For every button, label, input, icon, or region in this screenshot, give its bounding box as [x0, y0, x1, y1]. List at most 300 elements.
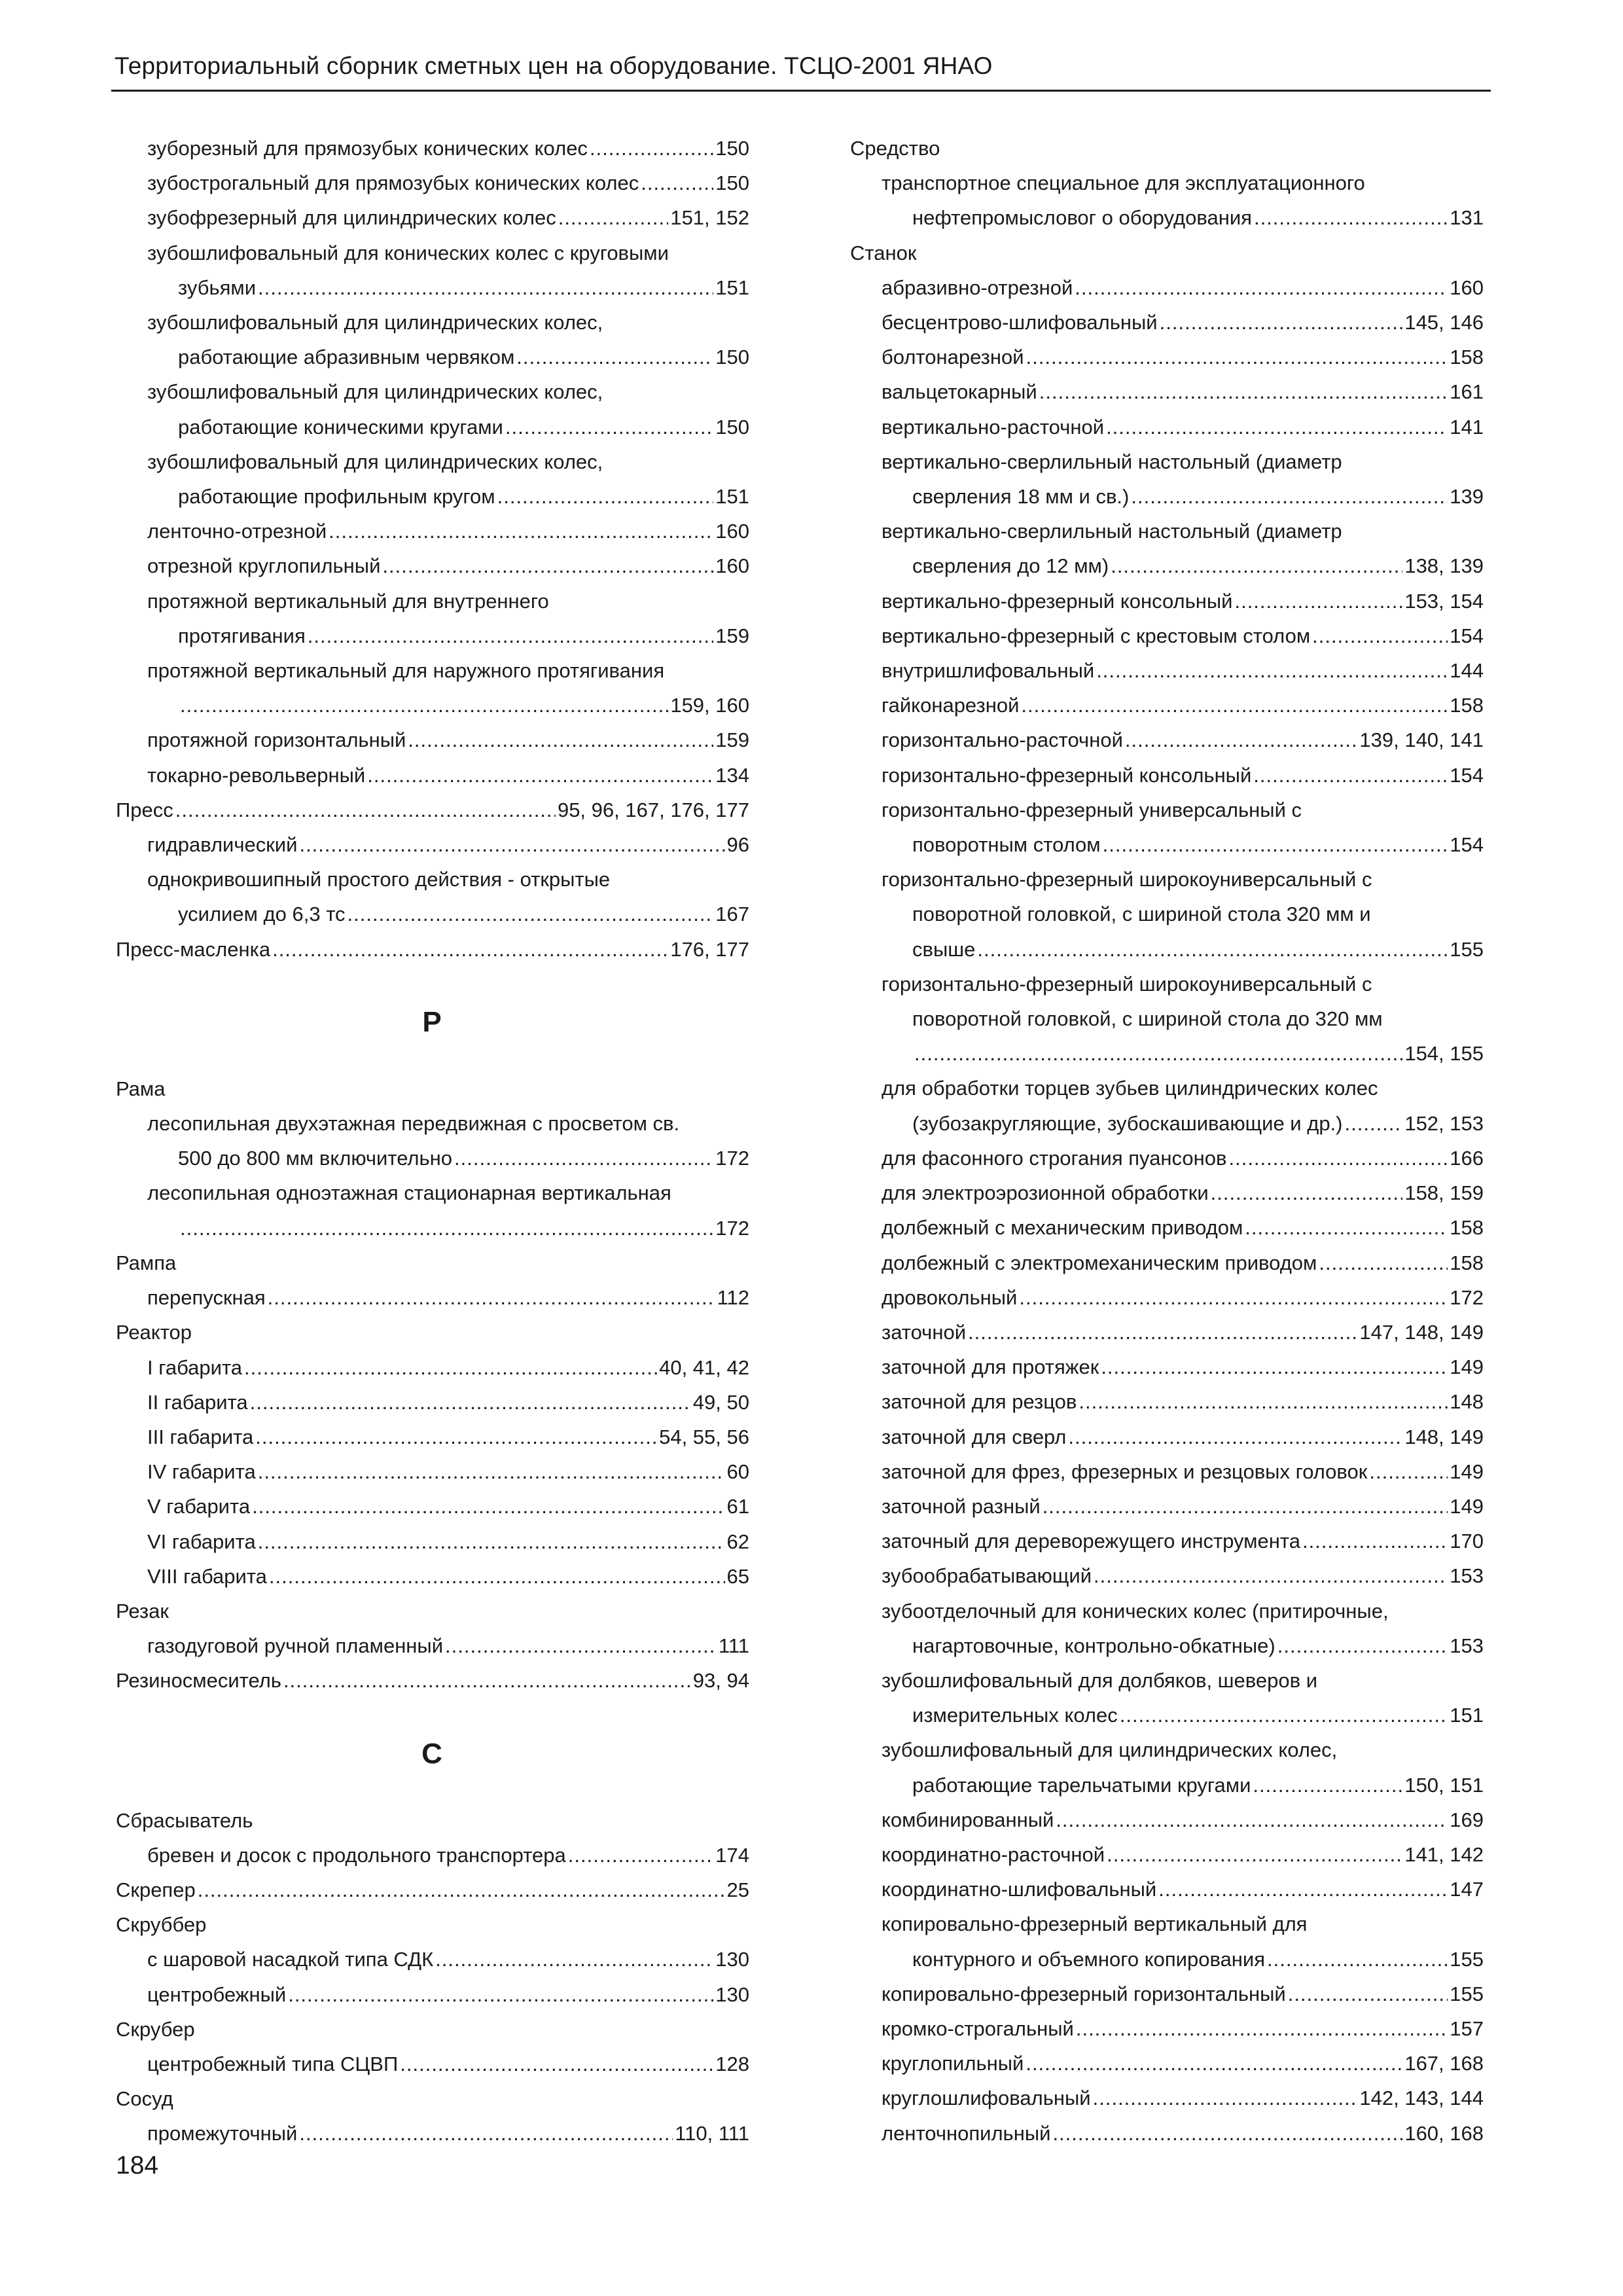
index-page-ref: 174 [715, 1843, 749, 1867]
index-entry [849, 1803, 1484, 1837]
index-entry [115, 1489, 749, 1524]
index-entry-line [849, 758, 1484, 793]
dot-leader [382, 548, 713, 583]
index-page-ref: 176, 177 [670, 937, 749, 961]
index-entry [115, 305, 749, 374]
index-entry [115, 548, 749, 583]
index-entry-line [115, 1524, 749, 1559]
index-entry [115, 1628, 749, 1663]
index-page-ref: 159 [715, 624, 749, 647]
index-term: болтонарезной [882, 346, 1024, 369]
index-entry-line [849, 1594, 1484, 1628]
index-page-ref: 154 [1450, 833, 1484, 857]
index-term: промежуточный [147, 2122, 298, 2145]
index-term: Средство [850, 137, 940, 160]
dot-leader [198, 1873, 725, 1907]
index-term: ленточно-отрезной [147, 520, 327, 543]
index-entry-line [115, 1663, 749, 1698]
index-entry-line [849, 1454, 1484, 1489]
index-entry-line [115, 653, 749, 688]
index-entry [849, 1315, 1484, 1350]
index-page-ref: 160 [715, 520, 749, 543]
dot-leader [1039, 374, 1448, 409]
index-entry-line [115, 305, 749, 340]
index-entry-line [849, 619, 1484, 653]
index-entry [115, 1803, 749, 1838]
dot-leader [558, 200, 669, 235]
index-page-ref: 151 [1450, 1704, 1484, 1727]
index-entry-line [849, 1628, 1484, 1663]
index-entry-line [849, 1071, 1484, 1105]
index-entry [115, 584, 749, 653]
index-entry [115, 1106, 749, 1175]
index-entry [849, 1977, 1484, 2011]
index-entry [849, 653, 1484, 688]
index-page-ref: 158 [1450, 1251, 1484, 1274]
index-term: лесопильная двухэтажная передвижная с просветом св. [147, 1112, 680, 1136]
dot-leader [1106, 410, 1448, 444]
index-page-ref: 158 [1450, 694, 1484, 717]
index-entry [849, 340, 1484, 374]
index-term: газодуговой ручной пламенный [147, 1634, 444, 1658]
dot-leader [258, 1454, 725, 1489]
index-term: протяжной горизонтальный [147, 728, 406, 752]
index-term: вертикально-сверлильный настольный (диаметр [882, 520, 1342, 543]
index-page-ref: 154, 155 [1404, 1042, 1484, 1066]
index-entry [115, 1350, 749, 1385]
index-term: поворотной головкой, с шириной стола до 320 мм [912, 1007, 1383, 1031]
index-entry-line [849, 1350, 1484, 1384]
index-entry-line [849, 827, 1484, 862]
index-page-ref: 172 [715, 1216, 749, 1240]
index-term: нефтепромысловог о оборудования [912, 206, 1252, 230]
index-entry-line [849, 932, 1484, 967]
dot-leader [1267, 1942, 1448, 1977]
index-term: вертикально-фрезерный с крестовым столом [882, 624, 1311, 647]
index-page-ref: 159, 160 [670, 694, 749, 717]
index-entry-line [115, 270, 749, 305]
dot-leader [299, 827, 724, 862]
index-term: протяжной вертикальный для внутреннего [147, 589, 549, 613]
index-term: работающие тарельчатыми кругами [912, 1773, 1251, 1797]
index-page-ref: 62 [726, 1530, 749, 1553]
index-term: долбежный с механическим приводом [882, 1216, 1243, 1240]
dot-leader [1019, 1280, 1448, 1315]
dot-leader [308, 619, 713, 653]
index-entry [849, 1558, 1484, 1593]
index-page-ref: 131 [1450, 206, 1484, 230]
index-term: с шаровой насадкой типа СДК [147, 1948, 434, 1971]
index-term: долбежный с электромеханическим приводом [882, 1251, 1317, 1274]
index-entry [849, 1280, 1484, 1315]
index-term: горизонтально-фрезерный широкоуниверсальный с [882, 972, 1372, 996]
index-entry [115, 1594, 749, 1628]
index-entry-line [849, 2116, 1484, 2151]
index-term: бесцентрово-шлифовальный [882, 311, 1158, 334]
index-entry [849, 584, 1484, 619]
index-page-ref: 93, 94 [692, 1669, 749, 1693]
index-entry-line [849, 1141, 1484, 1175]
index-entry-line [849, 1175, 1484, 1210]
index-term: протяжной вертикальный для наружного протягивания [147, 659, 665, 683]
index-page-ref: 130 [715, 1982, 749, 2006]
index-term: работающие профильным кругом [178, 485, 495, 509]
index-entry-line [115, 1594, 749, 1628]
index-entry [849, 131, 1484, 166]
index-entry-line [849, 410, 1484, 444]
index-page-ref: 155 [1450, 1947, 1484, 1971]
index-entry [849, 1524, 1484, 1558]
index-page-ref: 172 [715, 1147, 749, 1170]
dot-leader [497, 479, 714, 514]
index-entry-line [115, 1873, 749, 1907]
dot-leader [1101, 1350, 1448, 1384]
dot-leader [244, 1350, 657, 1385]
index-term: VI габарита [147, 1530, 256, 1553]
index-entry-line [849, 1384, 1484, 1419]
index-term: заточной для протяжек [882, 1355, 1099, 1379]
index-page-ref: 153, 154 [1404, 589, 1484, 613]
index-page-ref: 49, 50 [692, 1390, 749, 1414]
dot-leader [250, 1385, 691, 1420]
index-term: координатно-расточной [882, 1842, 1105, 1866]
index-entry-line [849, 793, 1484, 827]
index-entry [849, 2081, 1484, 2115]
dot-leader [1079, 1384, 1448, 1419]
index-entry-line [115, 479, 749, 514]
index-entry [115, 1315, 749, 1350]
index-entry-line [849, 1524, 1484, 1558]
dot-leader [505, 410, 713, 444]
index-page-ref: 160 [1450, 276, 1484, 299]
index-entry-line [849, 862, 1484, 897]
index-entry-line [849, 897, 1484, 931]
index-term: гайконарезной [882, 694, 1020, 717]
index-entry-line [849, 967, 1484, 1001]
index-page-ref: 167, 168 [1404, 2052, 1484, 2075]
index-page-ref: 155 [1450, 1982, 1484, 2005]
index-page-ref: 149 [1450, 1494, 1484, 1518]
index-entry [849, 1907, 1484, 1976]
index-page-ref: 169 [1450, 1808, 1484, 1831]
index-entry [115, 1663, 749, 1698]
dot-leader [1026, 2046, 1402, 2081]
index-entry [849, 723, 1484, 757]
index-page-ref: 139, 140, 141 [1359, 728, 1484, 752]
page-header-title: Территориальный сборник сметных цен на оборудование. ТСЦО-2001 ЯНАО [115, 52, 993, 79]
index-page-ref: 149 [1450, 1460, 1484, 1483]
index-page-ref: 148, 149 [1404, 1425, 1484, 1448]
dot-leader [1131, 479, 1448, 514]
index-entry [849, 1732, 1484, 1802]
index-term: копировально-фрезерный горизонтальный [882, 1982, 1286, 2005]
dot-leader [1253, 758, 1448, 793]
index-entry-line [115, 1454, 749, 1489]
index-page-ref: 150, 151 [1404, 1773, 1484, 1797]
index-entry-line [115, 862, 749, 897]
dot-leader [408, 723, 713, 757]
index-entry [115, 723, 749, 757]
index-entry [115, 2116, 749, 2151]
index-entry [849, 2046, 1484, 2081]
index-entry-line [849, 1106, 1484, 1141]
index-page-ref: 154 [1450, 763, 1484, 787]
index-entry-line [115, 444, 749, 479]
index-entry-line [849, 1942, 1484, 1977]
index-entry-line [115, 1907, 749, 1942]
index-entry [849, 1384, 1484, 1419]
index-entry [115, 200, 749, 235]
dot-leader [1021, 688, 1448, 723]
dot-leader [1277, 1628, 1448, 1663]
index-page-ref: 150 [715, 137, 749, 160]
index-entry [115, 1420, 749, 1454]
index-term: зубообрабатывающий [882, 1564, 1092, 1588]
index-page-ref: 157 [1450, 2017, 1484, 2040]
index-section-letter: Р [422, 1005, 442, 1038]
index-term: токарно-револьверный [147, 763, 366, 787]
index-entry-line [115, 688, 749, 723]
dot-leader [1107, 1837, 1402, 1872]
index-entry-line [849, 1280, 1484, 1315]
index-page-ref: 172 [1450, 1285, 1484, 1309]
index-page-ref: 151 [715, 276, 749, 299]
index-term: лесопильная одноэтажная стационарная вертикальная [147, 1181, 671, 1205]
dot-leader [590, 131, 713, 166]
index-entry [115, 1071, 749, 1106]
index-term: вертикально-сверлильный настольный (диаметр [882, 450, 1342, 473]
index-page-ref: 153 [1450, 1564, 1484, 1588]
index-entry [115, 444, 749, 514]
index-entry-line [115, 1106, 749, 1141]
index-term: I габарита [147, 1355, 243, 1379]
dot-leader [1254, 200, 1448, 235]
index-entry-line [115, 1350, 749, 1385]
index-entry-line [849, 340, 1484, 374]
index-term: центробежный [147, 1982, 287, 2006]
index-entry [849, 166, 1484, 235]
header-rule [111, 90, 1491, 92]
index-entry [849, 2116, 1484, 2151]
index-page-ref: 151 [715, 485, 749, 509]
index-page-ref: 158 [1450, 346, 1484, 369]
dot-leader [1245, 1210, 1448, 1245]
index-entry-line [849, 653, 1484, 688]
index-entry-line [849, 1489, 1484, 1524]
index-entry-line [115, 340, 749, 374]
index-term: вертикально-расточной [882, 415, 1105, 439]
index-page-ref: 161 [1450, 380, 1484, 404]
index-entry [115, 374, 749, 444]
index-entry [849, 1489, 1484, 1524]
index-entry-line [849, 1977, 1484, 2011]
dot-leader [288, 1977, 713, 2012]
index-entry-line [849, 1420, 1484, 1454]
index-page-ref: 170 [1450, 1530, 1484, 1553]
index-term: Скруббер [116, 1913, 207, 1937]
index-entry-line [849, 270, 1484, 305]
index-term: зубострогальный для прямозубых конических колес [147, 171, 639, 195]
index-entry [849, 1350, 1484, 1384]
index-term: работающие коническими кругами [178, 415, 503, 439]
dot-leader [641, 166, 713, 200]
index-entry [115, 1246, 749, 1280]
index-term: свыше [912, 937, 976, 961]
index-entry-line [115, 897, 749, 931]
dot-leader [1302, 1524, 1448, 1558]
index-term: зубошлифовальный для конических колес с круговыми [147, 241, 669, 264]
index-entry-line [849, 723, 1484, 757]
index-entry-line [115, 200, 749, 235]
index-term: зубошлифовальный для цилиндрических колес, [882, 1738, 1338, 1762]
index-term: перепускная [147, 1286, 266, 1310]
dot-leader [568, 1838, 714, 1873]
index-entry-line [849, 2081, 1484, 2115]
index-term: горизонтально-фрезерный универсальный с [882, 798, 1302, 821]
index-page-ref: 61 [726, 1495, 749, 1518]
index-entry [849, 2011, 1484, 2046]
dot-leader [1068, 1420, 1402, 1454]
index-page-ref: 160, 168 [1404, 2121, 1484, 2145]
dot-leader [272, 932, 668, 967]
index-page-ref: 138, 139 [1404, 554, 1484, 578]
index-term: зубьями [178, 276, 257, 299]
index-entry-line [849, 200, 1484, 235]
index-term: Резиносмеситель [116, 1669, 281, 1693]
index-term: зубофрезерный для цилиндрических колес [147, 206, 556, 230]
index-entry-line [115, 1942, 749, 1977]
index-term: зубошлифовальный для цилиндрических колес, [147, 311, 603, 334]
index-entry-line [849, 548, 1484, 583]
dot-leader [1234, 584, 1402, 619]
index-entry-line [115, 1559, 749, 1594]
index-entry-line [115, 2012, 749, 2047]
index-term: Реактор [116, 1321, 192, 1344]
index-entry-line [849, 2011, 1484, 2046]
index-entry-line [849, 1768, 1484, 1803]
index-term: отрезной круглопильный [147, 554, 381, 578]
dot-leader [283, 1663, 691, 1698]
index-entry-line [115, 1315, 749, 1350]
dot-leader [1094, 1558, 1448, 1593]
index-entry [849, 793, 1484, 862]
index-page-ref: 155 [1450, 937, 1484, 961]
index-term: Пресс [116, 798, 173, 821]
index-entry [115, 1977, 749, 2012]
dot-leader [268, 1280, 715, 1315]
index-entry-line [115, 236, 749, 270]
dot-leader [1211, 1175, 1403, 1210]
index-entry [115, 758, 749, 793]
index-term: работающие абразивным червяком [178, 346, 515, 369]
index-term: ленточнопильный [882, 2121, 1051, 2145]
index-entry-line [849, 2046, 1484, 2081]
dot-leader [180, 688, 668, 723]
index-entry [115, 827, 749, 862]
dot-leader [175, 793, 556, 827]
index-entry-line [849, 479, 1484, 514]
index-entry-line [849, 1036, 1484, 1071]
index-term: зуборезный для прямозубых конических колес [147, 137, 588, 160]
index-term: усилием до 6,3 тс [178, 903, 346, 926]
index-page-ref: 150 [715, 415, 749, 439]
index-term: Сосуд [116, 2087, 173, 2111]
dot-leader [435, 1942, 713, 1977]
index-entry-line [115, 2047, 749, 2081]
dot-leader [299, 2116, 673, 2151]
index-term: (зубозакругляющие, зубоскашивающие и др.) [912, 1111, 1343, 1135]
index-page-ref: 158 [1450, 1216, 1484, 1240]
index-entry-line [115, 1246, 749, 1280]
index-term: Станок [850, 241, 917, 264]
index-entry-line [849, 1315, 1484, 1350]
index-page-ref: 110, 111 [675, 2122, 749, 2145]
index-entry-line [849, 514, 1484, 548]
index-page-ref: 147, 148, 149 [1359, 1320, 1484, 1344]
index-entry-line [849, 131, 1484, 166]
index-term: III габарита [147, 1425, 254, 1448]
dot-leader [258, 270, 713, 305]
index-entry [115, 1873, 749, 1907]
index-page-ref: 153 [1450, 1634, 1484, 1657]
index-entry-line [849, 166, 1484, 200]
index-page-ref: 141, 142 [1404, 1842, 1484, 1866]
dot-leader [1160, 305, 1403, 340]
index-entry [115, 1559, 749, 1594]
index-entry [115, 2081, 749, 2116]
index-entry-line [115, 1385, 749, 1420]
index-entry [115, 1942, 749, 1977]
index-page-ref: 112 [717, 1286, 749, 1310]
index-entry-line [115, 1803, 749, 1838]
dot-leader [1319, 1246, 1448, 1280]
index-entry-line [115, 932, 749, 967]
index-entry-line [849, 1732, 1484, 1767]
index-term: бревен и досок с продольного транспортера [147, 1843, 566, 1867]
index-entry-line [115, 2081, 749, 2116]
dot-leader [445, 1628, 717, 1663]
index-entry-line [115, 1141, 749, 1175]
index-term: координатно-шлифовальный [882, 1878, 1157, 1901]
index-entry-line [115, 758, 749, 793]
index-page-ref: 150 [715, 171, 749, 195]
index-page-ref: 130 [715, 1948, 749, 1971]
index-entry-line [115, 374, 749, 409]
index-page-ref: 152, 153 [1404, 1111, 1484, 1135]
index-entry [849, 514, 1484, 583]
dot-leader [1103, 827, 1448, 862]
index-entry-line [115, 1489, 749, 1524]
index-term: центробежный типа СЦВП [147, 2052, 399, 2075]
dot-leader [914, 1036, 1402, 1071]
index-term: заточный для дереворежущего инструмента [882, 1530, 1300, 1553]
index-term: V габарита [147, 1495, 251, 1518]
index-page-ref: 54, 55, 56 [659, 1425, 749, 1448]
index-page-ref: 142, 143, 144 [1359, 2087, 1484, 2110]
index-page-ref: 159 [715, 728, 749, 752]
dot-leader [1093, 2081, 1358, 2115]
dot-leader [1253, 1768, 1402, 1803]
index-term: вальцетокарный [882, 380, 1037, 404]
dot-leader [1026, 340, 1448, 374]
dot-leader [269, 1559, 725, 1594]
index-entry-line [115, 1175, 749, 1210]
index-term: сверления 18 мм и св.) [912, 485, 1130, 509]
dot-leader [1043, 1489, 1448, 1524]
index-term: заточной для резцов [882, 1390, 1077, 1414]
index-entry [849, 1594, 1484, 1663]
dot-leader [1288, 1977, 1448, 2011]
